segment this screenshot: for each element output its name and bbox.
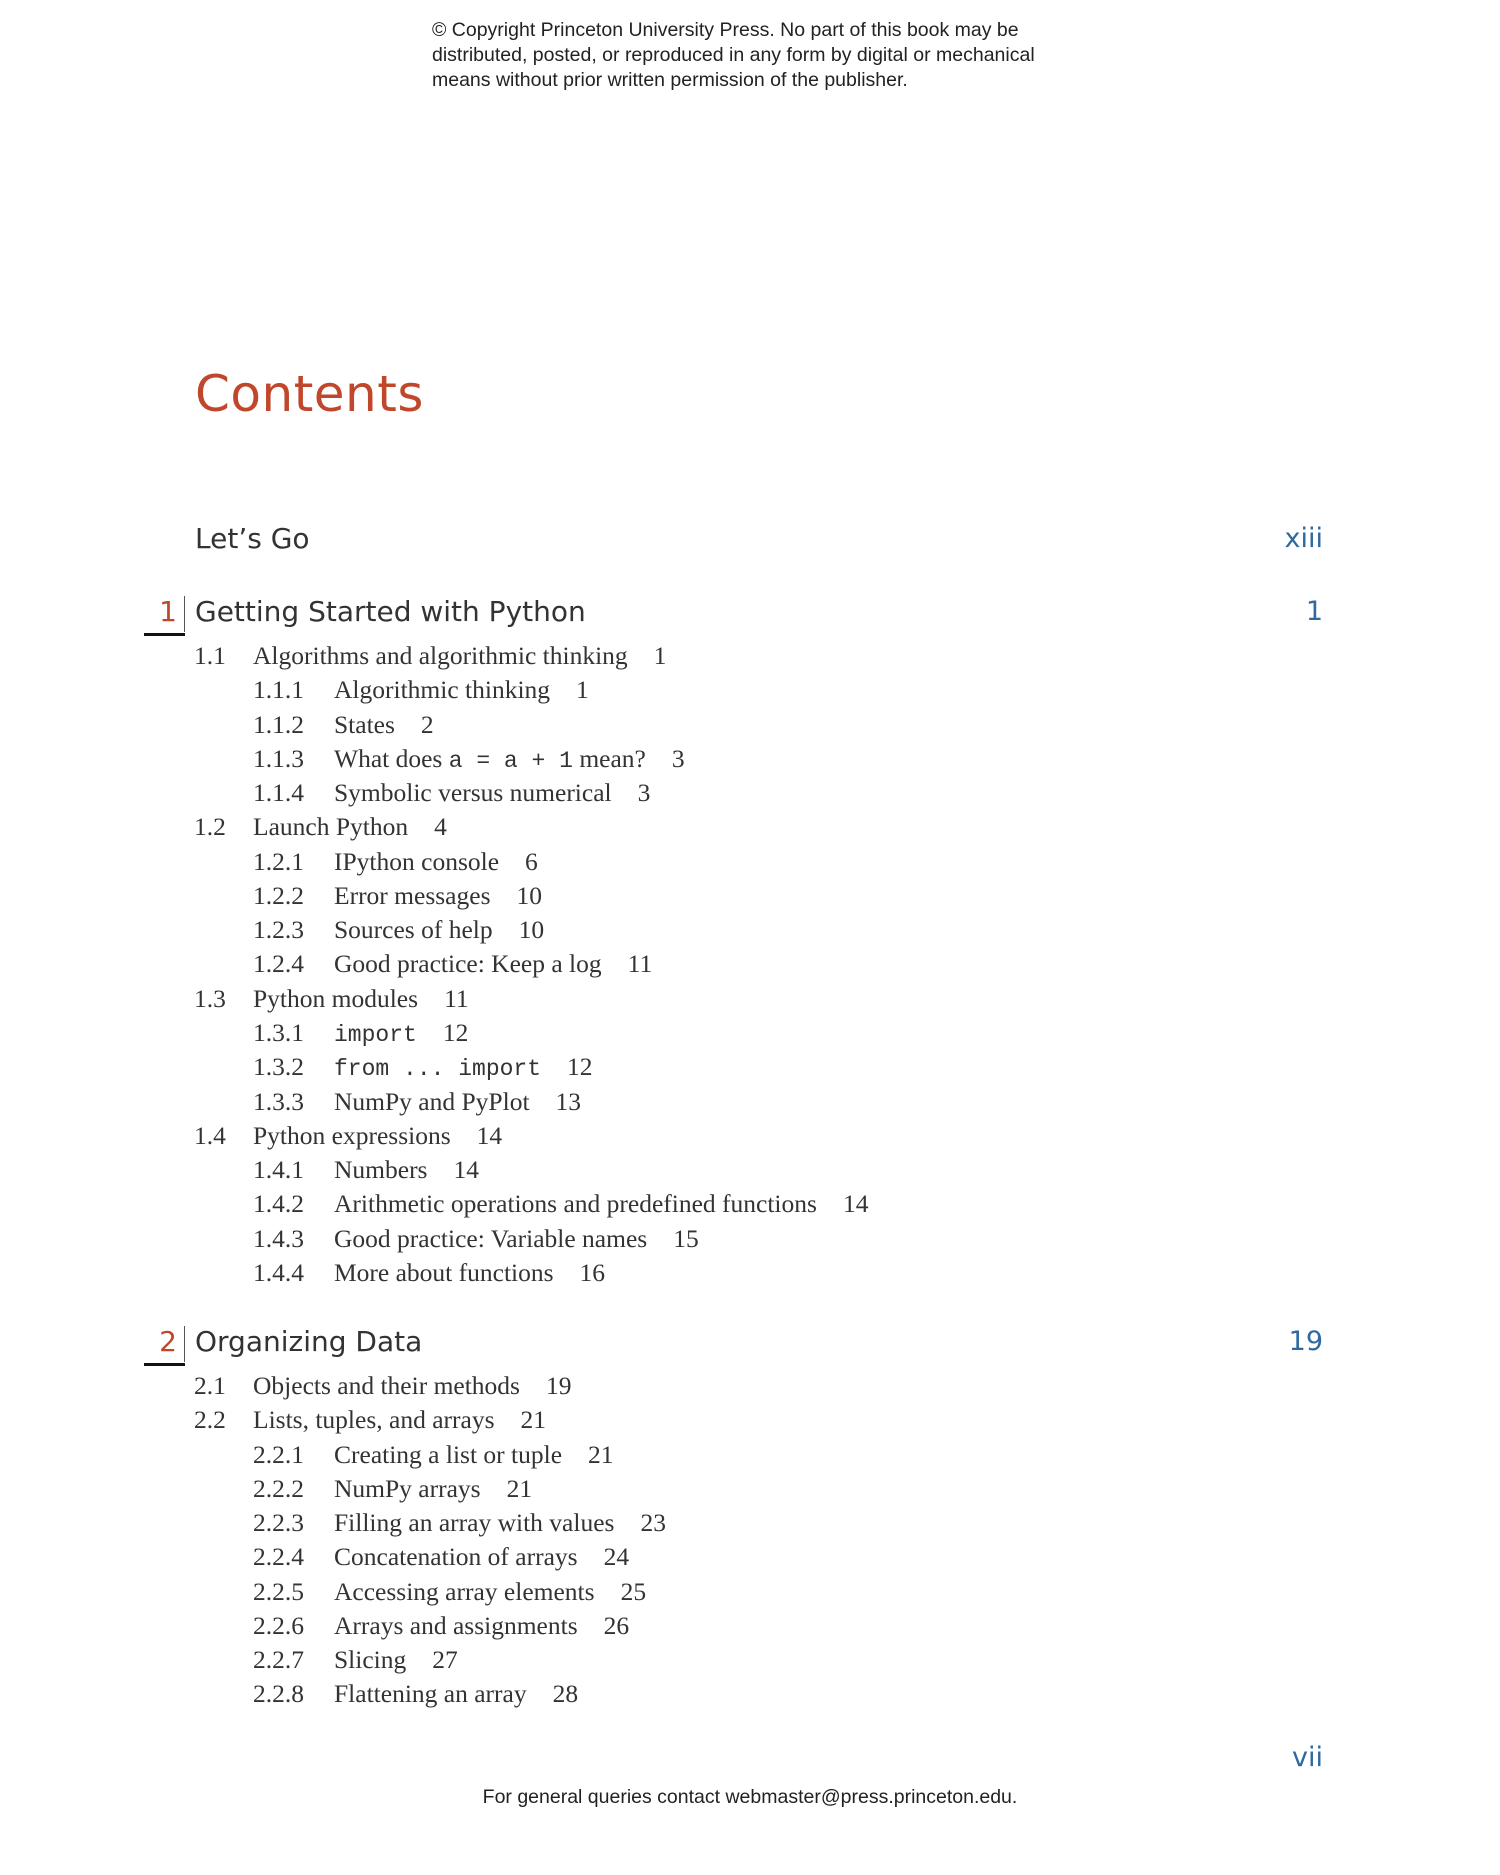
section-title: Lists, tuples, and arrays — [253, 1405, 495, 1435]
section-title: Python modules — [253, 983, 419, 1013]
section-page: 28 — [552, 1679, 579, 1709]
toc-entry[interactable] — [194, 810, 447, 844]
toc-entry[interactable] — [253, 1085, 581, 1119]
section-page: 12 — [442, 1017, 469, 1047]
section-number: 1.4.3 — [253, 1223, 304, 1253]
toc-entry[interactable] — [253, 1050, 593, 1084]
section-page: 3 — [671, 743, 685, 773]
section-number: 1.2.1 — [253, 846, 304, 876]
toc-front-matter-title[interactable]: Let’s Go — [195, 522, 310, 555]
section-number: 1.1.2 — [253, 709, 304, 739]
section-title: Symbolic versus numerical — [334, 778, 612, 808]
section-number: 2.2.7 — [253, 1645, 304, 1675]
page-folio: vii — [1292, 1742, 1323, 1773]
chapter-number: 1 — [159, 595, 177, 628]
section-page: 23 — [640, 1508, 666, 1538]
toc-entry[interactable] — [253, 913, 544, 947]
divider — [144, 1363, 185, 1366]
section-title: Accessing array elements — [334, 1576, 595, 1606]
toc-entry[interactable] — [253, 1472, 532, 1506]
section-page: 10 — [518, 915, 545, 945]
section-number: 2.2.1 — [253, 1439, 304, 1469]
section-number: 1.2.4 — [253, 949, 304, 979]
section-number: 1.4.1 — [253, 1155, 304, 1185]
toc-entry[interactable] — [253, 879, 542, 913]
copyright-line: © Copyright Princeton University Press. No part of this book may be — [432, 19, 1019, 41]
section-page: 13 — [555, 1086, 582, 1116]
toc-entry[interactable] — [253, 1153, 479, 1187]
section-number: 1.2.2 — [253, 880, 304, 910]
toc-entry[interactable] — [253, 708, 434, 742]
section-page: 16 — [579, 1257, 606, 1287]
chapter-title[interactable]: Organizing Data — [195, 1325, 423, 1358]
toc-entry[interactable] — [253, 1506, 666, 1540]
toc-entry[interactable] — [253, 1540, 629, 1574]
toc-entry[interactable] — [253, 1438, 614, 1472]
toc-entry[interactable] — [253, 1016, 468, 1050]
chapter-number-marker — [144, 1322, 185, 1362]
section-number: 1.2.3 — [253, 915, 304, 945]
section-page: 12 — [567, 1052, 593, 1082]
section-number: 1.3.3 — [253, 1086, 304, 1116]
section-title: from ... import — [334, 1056, 542, 1083]
toc-entry[interactable] — [194, 982, 469, 1016]
toc-entry[interactable] — [194, 639, 666, 673]
section-page: 19 — [545, 1371, 572, 1400]
section-title: IPython console — [334, 846, 500, 876]
section-title: NumPy arrays — [334, 1473, 481, 1503]
section-title: Filling an array with values — [334, 1508, 615, 1538]
section-number: 1.4.4 — [253, 1257, 304, 1287]
section-number: 2.1 — [194, 1371, 226, 1400]
section-title: Concatenation of arrays — [334, 1542, 578, 1572]
section-page: 6 — [525, 846, 538, 876]
section-title: Arithmetic operations and predefined functions — [334, 1189, 817, 1219]
section-number: 2.2.5 — [253, 1576, 304, 1606]
section-number: 1.3.1 — [253, 1017, 304, 1047]
section-page: 10 — [516, 880, 542, 910]
chapter-number-marker — [144, 592, 185, 632]
section-title: Flattening an array — [334, 1679, 527, 1709]
toc-front-matter-page[interactable]: xiii — [1284, 523, 1323, 554]
section-title: Error messages — [334, 880, 491, 910]
divider — [184, 596, 186, 632]
section-title: NumPy and PyPlot — [334, 1086, 530, 1116]
divider — [144, 633, 185, 636]
section-title: More about functions — [334, 1257, 554, 1287]
section-page: 14 — [453, 1155, 479, 1185]
copyright-notice — [432, 18, 1035, 93]
section-page: 25 — [620, 1576, 647, 1606]
section-page: 21 — [588, 1439, 614, 1469]
section-title: Numbers — [334, 1155, 428, 1185]
section-number: 2.2.2 — [253, 1473, 304, 1503]
section-page: 14 — [842, 1189, 869, 1219]
section-number: 2.2.3 — [253, 1508, 304, 1538]
section-page: 1 — [576, 675, 589, 705]
section-number: 1.3.2 — [253, 1052, 304, 1082]
section-number: 1.1 — [194, 641, 226, 670]
toc-entry[interactable] — [253, 1187, 868, 1221]
toc-entry[interactable] — [194, 1403, 546, 1437]
chapter-title[interactable]: Getting Started with Python — [195, 595, 586, 628]
section-title: Slicing — [334, 1645, 407, 1675]
section-page: 4 — [434, 812, 447, 842]
section-page: 2 — [420, 709, 434, 739]
toc-entry[interactable] — [253, 742, 685, 776]
toc-entry[interactable] — [253, 947, 652, 981]
section-title: Algorithms and algorithmic thinking — [253, 641, 628, 670]
section-number: 1.2 — [194, 812, 226, 842]
section-number: 1.1.1 — [253, 675, 304, 705]
copyright-line: distributed, posted, or reproduced in any form by digital or mechanical — [432, 44, 1035, 66]
section-number: 2.2.6 — [253, 1610, 304, 1640]
section-number: 1.1.3 — [253, 743, 304, 773]
toc-entry[interactable] — [253, 1609, 629, 1643]
section-number: 2.2 — [194, 1405, 226, 1435]
section-page: 21 — [520, 1405, 546, 1435]
toc-entry[interactable] — [194, 1119, 502, 1153]
copyright-line: means without prior written permission of the publisher. — [432, 69, 908, 91]
section-title: Creating a list or tuple — [334, 1439, 563, 1469]
section-number: 1.4 — [194, 1120, 226, 1150]
section-number: 1.1.4 — [253, 778, 304, 808]
chapter-page[interactable]: 19 — [1288, 1326, 1323, 1357]
toc-entry[interactable] — [253, 776, 650, 810]
section-title: mean? — [572, 743, 646, 773]
section-page: 21 — [506, 1473, 533, 1503]
section-title: Good practice: Keep a log — [334, 949, 602, 979]
toc-entry[interactable] — [253, 845, 538, 879]
section-title: Arrays and assignments — [334, 1610, 578, 1640]
toc-entry[interactable] — [194, 1369, 571, 1403]
section-number: 1.3 — [194, 983, 226, 1013]
page-title: Contents — [195, 365, 424, 423]
section-number: 2.2.4 — [253, 1542, 304, 1572]
chapter-page[interactable]: 1 — [1305, 596, 1323, 627]
footer-contact: For general queries contact webmaster@press.princeton.edu. — [482, 1786, 1018, 1808]
section-page: 24 — [603, 1542, 630, 1572]
section-page: 15 — [673, 1223, 699, 1253]
toc-entry[interactable] — [253, 1575, 646, 1609]
toc-entry[interactable] — [253, 1677, 578, 1711]
section-title: import — [334, 1021, 417, 1048]
section-page: 26 — [603, 1610, 630, 1640]
toc-entry[interactable] — [253, 1643, 458, 1677]
section-title: Good practice: Variable names — [334, 1223, 648, 1253]
section-page: 27 — [432, 1645, 458, 1675]
section-page: 11 — [627, 949, 653, 979]
toc-entry[interactable] — [253, 1256, 605, 1290]
section-page: 3 — [637, 778, 651, 808]
section-title: Objects and their methods — [253, 1371, 520, 1400]
section-number: 2.2.8 — [253, 1679, 304, 1709]
section-title: Launch Python — [253, 812, 409, 842]
section-title: a = a + 1 — [448, 747, 573, 774]
section-page: 11 — [444, 983, 469, 1013]
section-title: Sources of help — [334, 915, 493, 945]
section-page: 1 — [653, 641, 667, 670]
section-number: 1.4.2 — [253, 1189, 304, 1219]
chapter-number: 2 — [159, 1325, 177, 1358]
section-title: Algorithmic thinking — [334, 675, 551, 705]
divider — [184, 1326, 186, 1362]
section-page: 14 — [476, 1120, 503, 1150]
section-title: States — [334, 709, 395, 739]
toc-entry[interactable] — [253, 673, 589, 707]
section-title: Python expressions — [253, 1120, 451, 1150]
section-title: What does — [334, 743, 449, 773]
toc-entry[interactable] — [253, 1222, 699, 1256]
